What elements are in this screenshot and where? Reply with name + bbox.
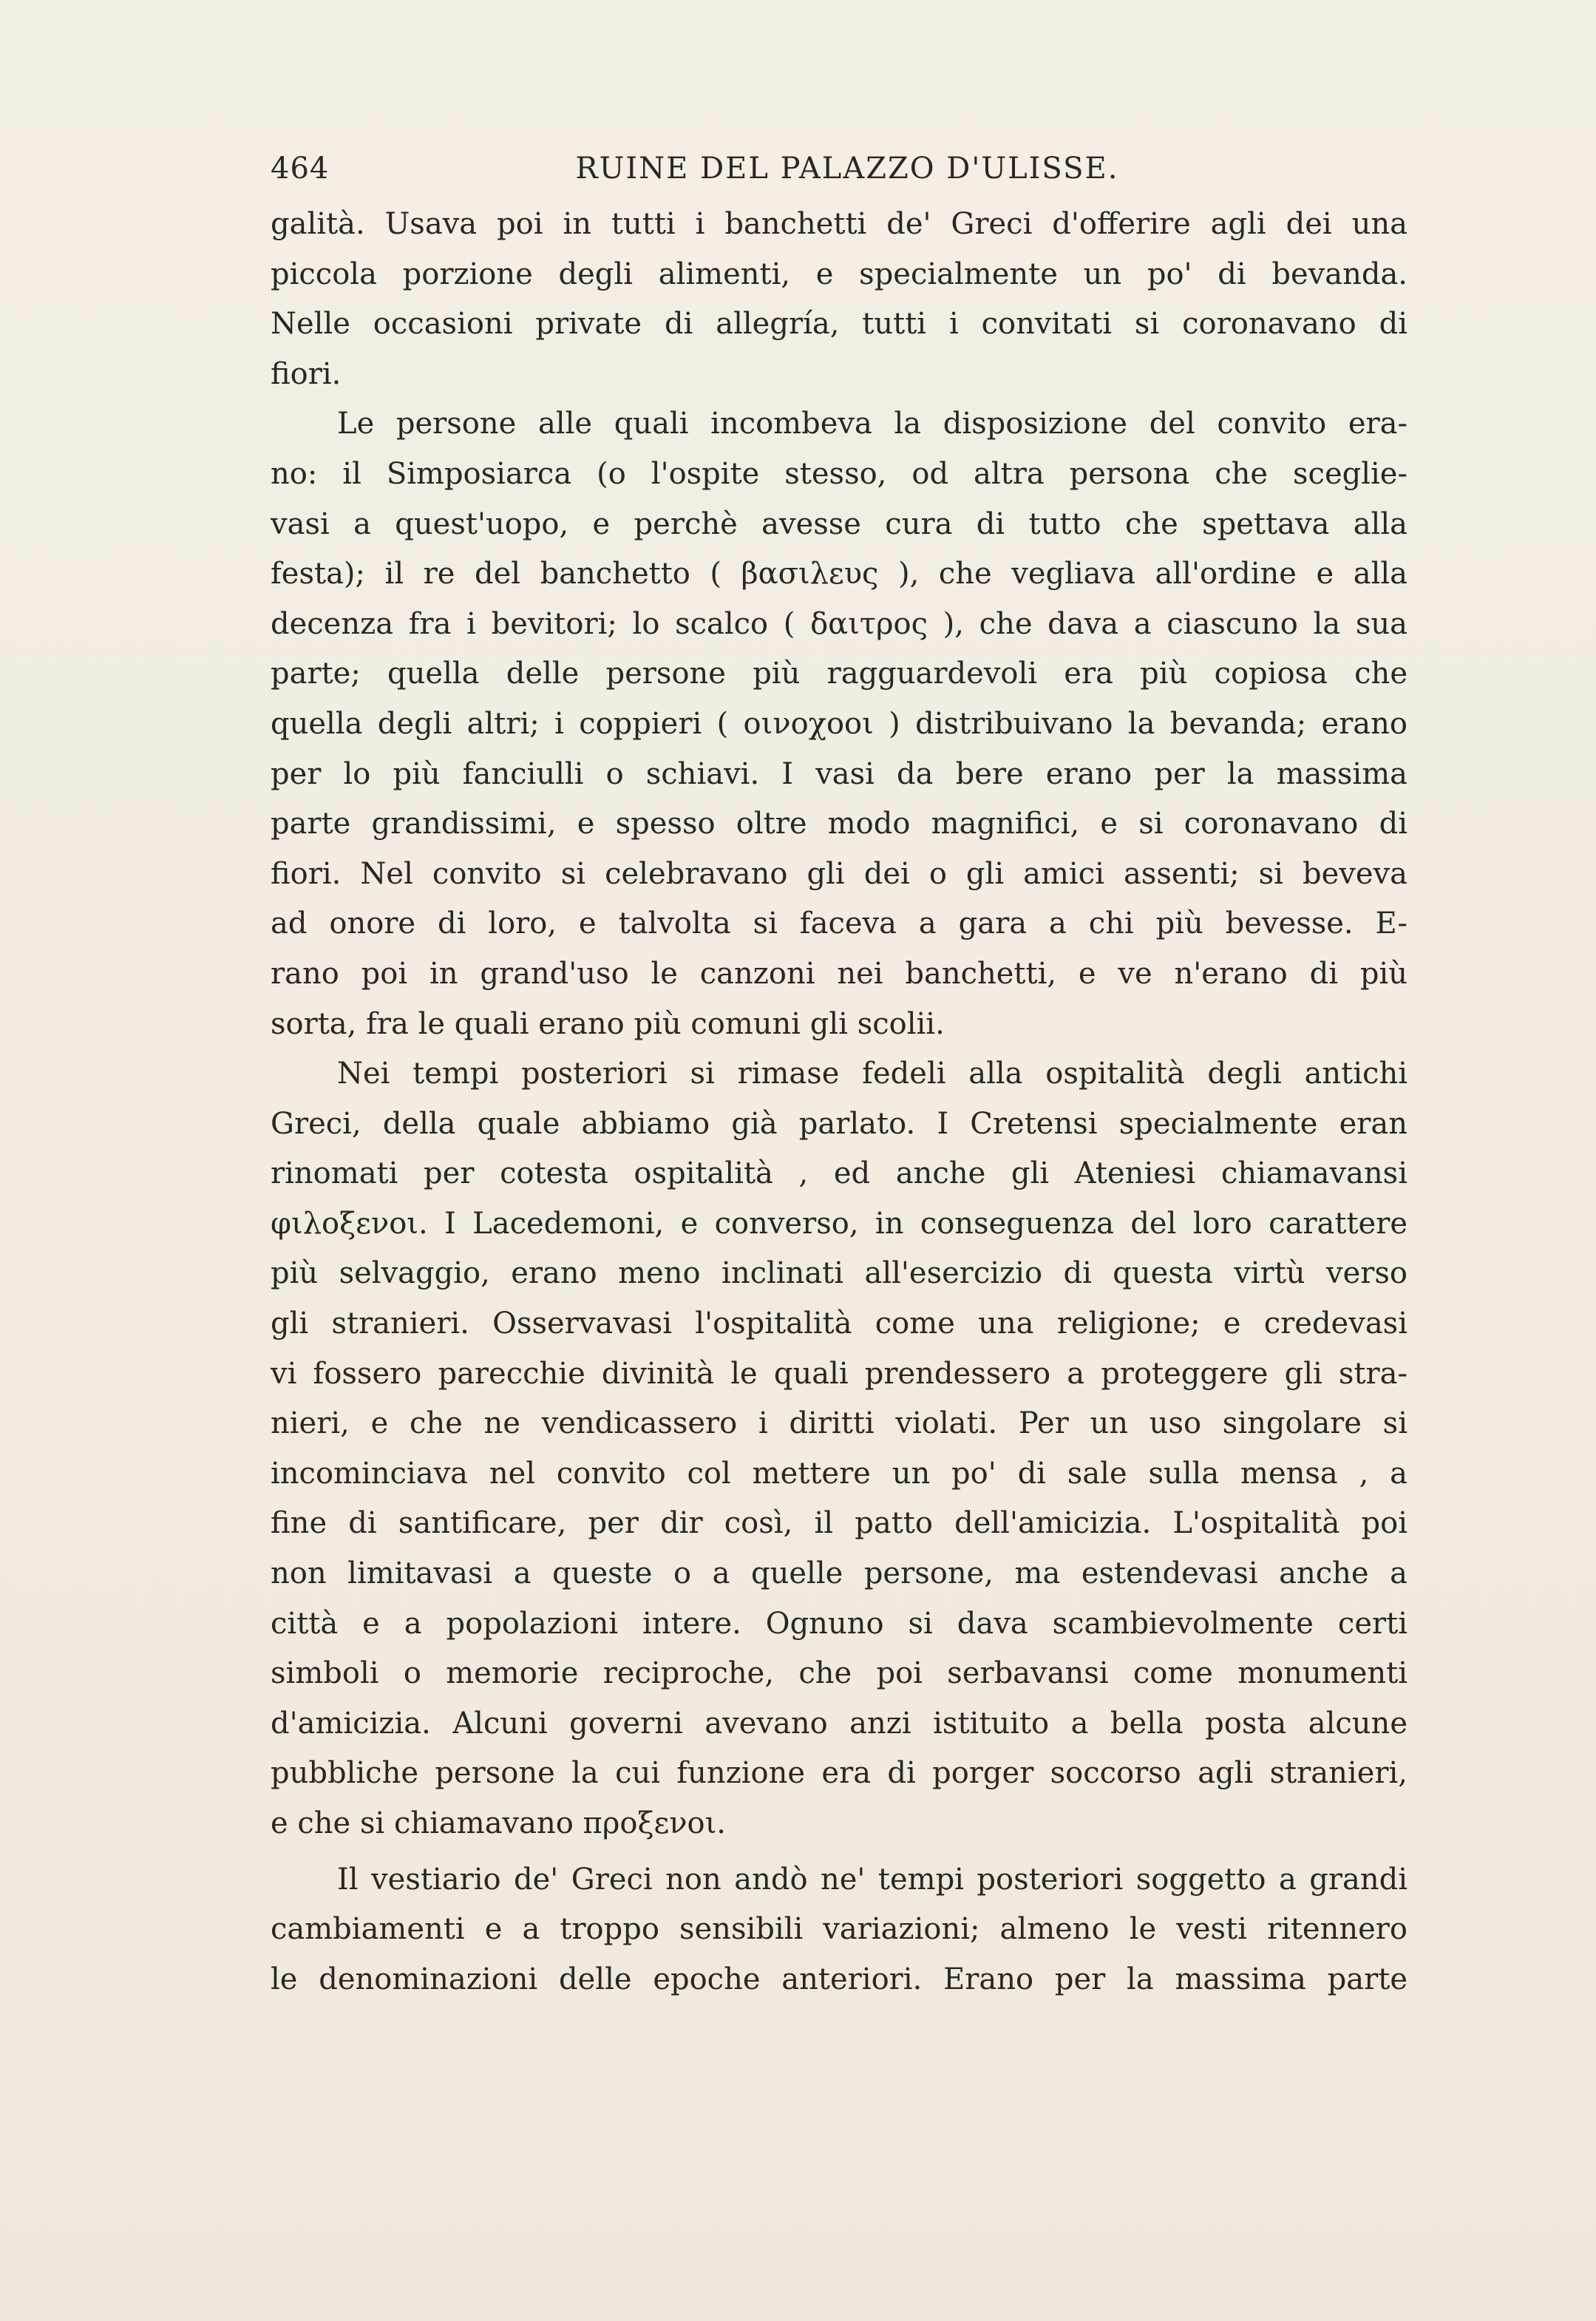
- text-line: φιλοξενοι. I Lacedemoni, e converso, in conseguenza del loro carattere: [271, 1206, 1407, 1241]
- text-line: fiori.: [271, 356, 342, 391]
- text-line: decenza fra i bevitori; lo scalco ( δαιτρος ), che dava a ciascuno la sua: [271, 606, 1407, 641]
- text-line: quella degli altri; i coppieri ( οινοχοοι ) distribuivano la bevanda; erano: [271, 706, 1407, 741]
- text-line: parte grandissimi, e spesso oltre modo magnifici, e si coronavano di: [271, 807, 1407, 841]
- text-line: d'amicizia. Alcuni governi avevano anzi istituito a bella posta alcune: [271, 1706, 1407, 1741]
- text-line: Nelle occasioni private di allegría, tutti i convitati si coronavano di: [271, 307, 1407, 342]
- paragraph-start: Nei tempi posteriori si rimase fedeli alla ospitalità degli antichi: [337, 1057, 1407, 1091]
- text-line: vi fossero parecchie divinità le quali prendessero a proteggere gli stra-: [271, 1356, 1407, 1391]
- body-text: [271, 200, 1407, 2005]
- text-line: festa); il re del banchetto ( βασιλευς ), che vegliava all'ordine e alla: [271, 557, 1407, 592]
- text-line: le denominazioni delle epoche anteriori. Erano per la massima parte: [271, 1962, 1407, 1996]
- text-line: pubbliche persone la cui funzione era di porger soccorso agli stranieri,: [271, 1756, 1407, 1791]
- text-line: cambiamenti e a troppo sensibili variazioni; almeno le vesti ritennero: [271, 1912, 1407, 1947]
- text-line: parte; quella delle persone più ragguardevoli era più copiosa che: [271, 657, 1407, 691]
- text-line: rinomati per cotesta ospitalità , ed anche gli Ateniesi chiamavansi: [271, 1156, 1407, 1191]
- text-line: fine di santificare, per dir così, il patto dell'amicizia. L'ospitalità poi: [271, 1506, 1407, 1541]
- page-number: 464: [271, 152, 330, 186]
- text-line: fiori. Nel convito si celebravano gli dei o gli amici assenti; si beveva: [271, 856, 1407, 891]
- page-header: [271, 152, 1407, 196]
- text-line: no: il Simposiarca (o l'ospite stesso, od altra persona che sceglie-: [271, 456, 1407, 491]
- text-line: galità. Usava poi in tutti i banchetti de' Greci d'offerire agli dei una: [271, 207, 1407, 241]
- text-line: simboli o memorie reciproche, che poi serbavansi come monumenti: [271, 1656, 1407, 1691]
- text-line: gli stranieri. Osservavasi l'ospitalità come una religione; e credevasi: [271, 1307, 1407, 1341]
- text-line: più selvaggio, erano meno inclinati all'esercizio di questa virtù verso: [271, 1256, 1407, 1291]
- text-line: sorta, fra le quali erano più comuni gli scolii.: [271, 1006, 945, 1041]
- text-line: ad onore di loro, e talvolta si faceva a gara a chi più bevesse. E-: [271, 907, 1407, 941]
- text-line: città e a popolazioni intere. Ognuno si dava scambievolmente certi: [271, 1606, 1407, 1641]
- text-line: incominciava nel convito col mettere un po' di sale sulla mensa , a: [271, 1456, 1407, 1491]
- text-line: rano poi in grand'uso le canzoni nei banchetti, e ve n'erano di più: [271, 956, 1407, 991]
- paragraph-start: Il vestiario de' Greci non andò ne' tempi posteriori soggetto a grandi: [337, 1862, 1407, 1897]
- text-line: piccola porzione degli alimenti, e specialmente un po' di bevanda.: [271, 257, 1407, 291]
- text-line: Greci, della quale abbiamo già parlato. I Cretensi specialmente eran: [271, 1106, 1407, 1141]
- running-title: RUINE DEL PALAZZO D'ULISSE.: [575, 152, 1119, 186]
- text-line: e che si chiamavano προξενοι.: [271, 1806, 726, 1840]
- text-line: vasi a quest'uopo, e perchè avesse cura di tutto che spettava alla: [271, 506, 1407, 541]
- paragraph-start: Le persone alle quali incombeva la disposizione del convito era-: [337, 407, 1407, 441]
- text-line: nieri, e che ne vendicassero i diritti violati. Per un uso singolare si: [271, 1406, 1407, 1441]
- text-line: per lo più fanciulli o schiavi. I vasi da bere erano per la massima: [271, 756, 1407, 791]
- text-line: non limitavasi a queste o a quelle persone, ma estendevasi anche a: [271, 1556, 1407, 1591]
